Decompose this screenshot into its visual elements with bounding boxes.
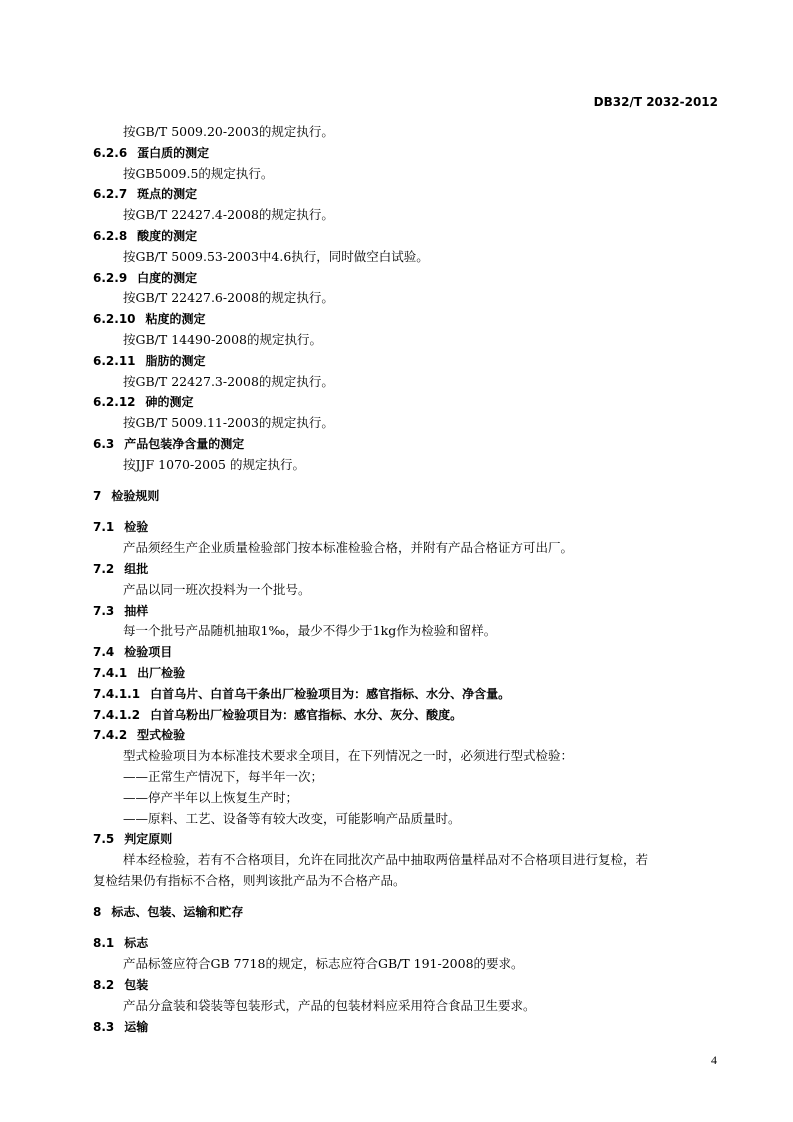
paragraph-continuation: 复检结果仍有指标不合格，则判该批产品为不合格产品。: [93, 872, 406, 888]
body-text: 按GB/T 5009.11-2003的规定执行。: [123, 415, 334, 431]
section-heading: [93, 642, 723, 663]
section-title: 标志、包装、运输和贮存: [111, 905, 244, 920]
section-heading: [93, 705, 723, 726]
section-heading: [93, 351, 723, 372]
section-heading: [93, 684, 723, 705]
section-number: 6.2.11: [93, 353, 136, 368]
section-number: 6.2.6: [93, 145, 128, 160]
section-title: 标志: [124, 936, 149, 951]
section-heading: [93, 601, 723, 622]
body-text: 按GB/T 22427.4-2008的规定执行。: [123, 207, 334, 223]
section-title: 出厂检验: [137, 665, 186, 680]
section-title: 蛋白质的测定: [137, 145, 210, 160]
section-number: 7.4: [93, 645, 115, 660]
section-title: 粘度的测定: [145, 312, 206, 327]
document-code: DB32/T 2032-2012: [593, 95, 718, 109]
section-heading: [93, 933, 723, 954]
body-text: 按GB/T 5009.53-2003中4.6执行，同时做空白试验。: [123, 248, 429, 264]
section-heading: [93, 184, 723, 205]
section-number: 7.4.2: [93, 728, 128, 743]
body-paragraph: [93, 850, 723, 892]
section-heading: [93, 143, 723, 164]
section-title: 检验: [124, 520, 149, 535]
body-text: 按GB/T 22427.3-2008的规定执行。: [123, 373, 334, 389]
section-number: 7.4.1: [93, 665, 128, 680]
body-text: 产品以同一班次投料为一个批号。: [123, 581, 311, 597]
section-number: 8: [93, 905, 102, 920]
section-number: 6.2.9: [93, 270, 128, 285]
section-number: 7.2: [93, 561, 115, 576]
section-number: 6.2.10: [93, 312, 136, 327]
body-text: 产品标签应符合GB 7718的规定，标志应符合GB/T 191-2008的要求。: [123, 956, 524, 972]
section-gap: [93, 507, 723, 518]
section-heading: [93, 663, 723, 684]
section-heading: [93, 902, 723, 923]
paragraph-first-line: 样本经检验，若有不合格项目，允许在同批次产品中抽取两倍量样品对不合格项目进行复检，若: [123, 852, 649, 868]
section-title: 检验规则: [111, 489, 160, 504]
body-text: 按GB/T 22427.6-2008的规定执行。: [123, 290, 334, 306]
body-text: 按GB5009.5的规定执行。: [123, 165, 274, 181]
section-number: 6.3: [93, 436, 115, 451]
body-text: ——停产半年以上恢复生产时；: [123, 789, 299, 805]
section-title: 产品包装净含量的测定: [124, 436, 245, 451]
section-heading: [93, 486, 723, 507]
section-heading: [93, 975, 723, 996]
section-heading: [93, 517, 723, 538]
section-title: 型式检验: [137, 728, 186, 743]
section-title: 酸度的测定: [137, 228, 198, 243]
section-heading: [93, 559, 723, 580]
section-heading: [93, 1017, 723, 1038]
section-gap: [93, 923, 723, 934]
section-title: 检验项目: [124, 645, 173, 660]
section-heading: [93, 268, 723, 289]
section-number: 7.5: [93, 832, 115, 847]
body-text: ——原料、工艺、设备等有较大改变，可能影响产品质量时。: [123, 810, 461, 826]
section-number: 7.3: [93, 603, 115, 618]
section-title: 脂肪的测定: [145, 353, 206, 368]
body-text: 按GB/T 5009.20-2003的规定执行。: [123, 124, 334, 139]
section-gap: [93, 476, 723, 487]
section-title: 白首乌片、白首乌干条出厂检验项目为：感官指标、水分、净含量。: [150, 686, 511, 701]
section-number: 7.4.1.2: [93, 707, 141, 722]
section-heading: [93, 309, 723, 330]
body-text: 按JJF 1070-2005 的规定执行。: [123, 456, 305, 472]
section-number: 7.1: [93, 520, 115, 535]
section-title: 判定原则: [124, 832, 173, 847]
section-heading: [93, 829, 723, 850]
section-title: 白度的测定: [137, 270, 198, 285]
section-gap: [93, 892, 723, 903]
section-title: 斑点的测定: [137, 187, 198, 202]
section-title: 抽样: [124, 603, 149, 618]
document-body: [93, 122, 723, 1037]
section-heading: [93, 434, 723, 455]
section-title: 白首乌粉出厂检验项目为：感官指标、水分、灰分、酸度。: [150, 707, 463, 722]
section-heading: [93, 725, 723, 746]
section-title: 组批: [124, 561, 149, 576]
body-text: 每一个批号产品随机抽取1‰，最少不得少于1kg作为检验和留样。: [123, 623, 497, 639]
section-number: 7: [93, 489, 102, 504]
section-heading: [93, 392, 723, 413]
section-title: 砷的测定: [145, 395, 194, 410]
section-title: 包装: [124, 978, 149, 993]
section-number: 8.3: [93, 1019, 115, 1034]
body-text: 产品分盒装和袋装等包装形式，产品的包装材料应采用符合食品卫生要求。: [123, 997, 536, 1013]
section-number: 8.1: [93, 936, 115, 951]
page-number: 4: [711, 1053, 717, 1067]
section-title: 运输: [124, 1019, 149, 1034]
section-number: 8.2: [93, 978, 115, 993]
section-number: 7.4.1.1: [93, 686, 141, 701]
body-text: 按GB/T 14490-2008的规定执行。: [123, 331, 322, 347]
body-text: 产品须经生产企业质量检验部门按本标准检验合格，并附有产品合格证方可出厂。: [123, 540, 574, 556]
body-text: 型式检验项目为本标准技术要求全项目，在下列情况之一时，必须进行型式检验：: [123, 748, 574, 764]
section-number: 6.2.7: [93, 187, 128, 202]
section-number: 6.2.12: [93, 395, 136, 410]
section-number: 6.2.8: [93, 228, 128, 243]
body-text: ——正常生产情况下，每半年一次；: [123, 768, 324, 784]
section-heading: [93, 226, 723, 247]
